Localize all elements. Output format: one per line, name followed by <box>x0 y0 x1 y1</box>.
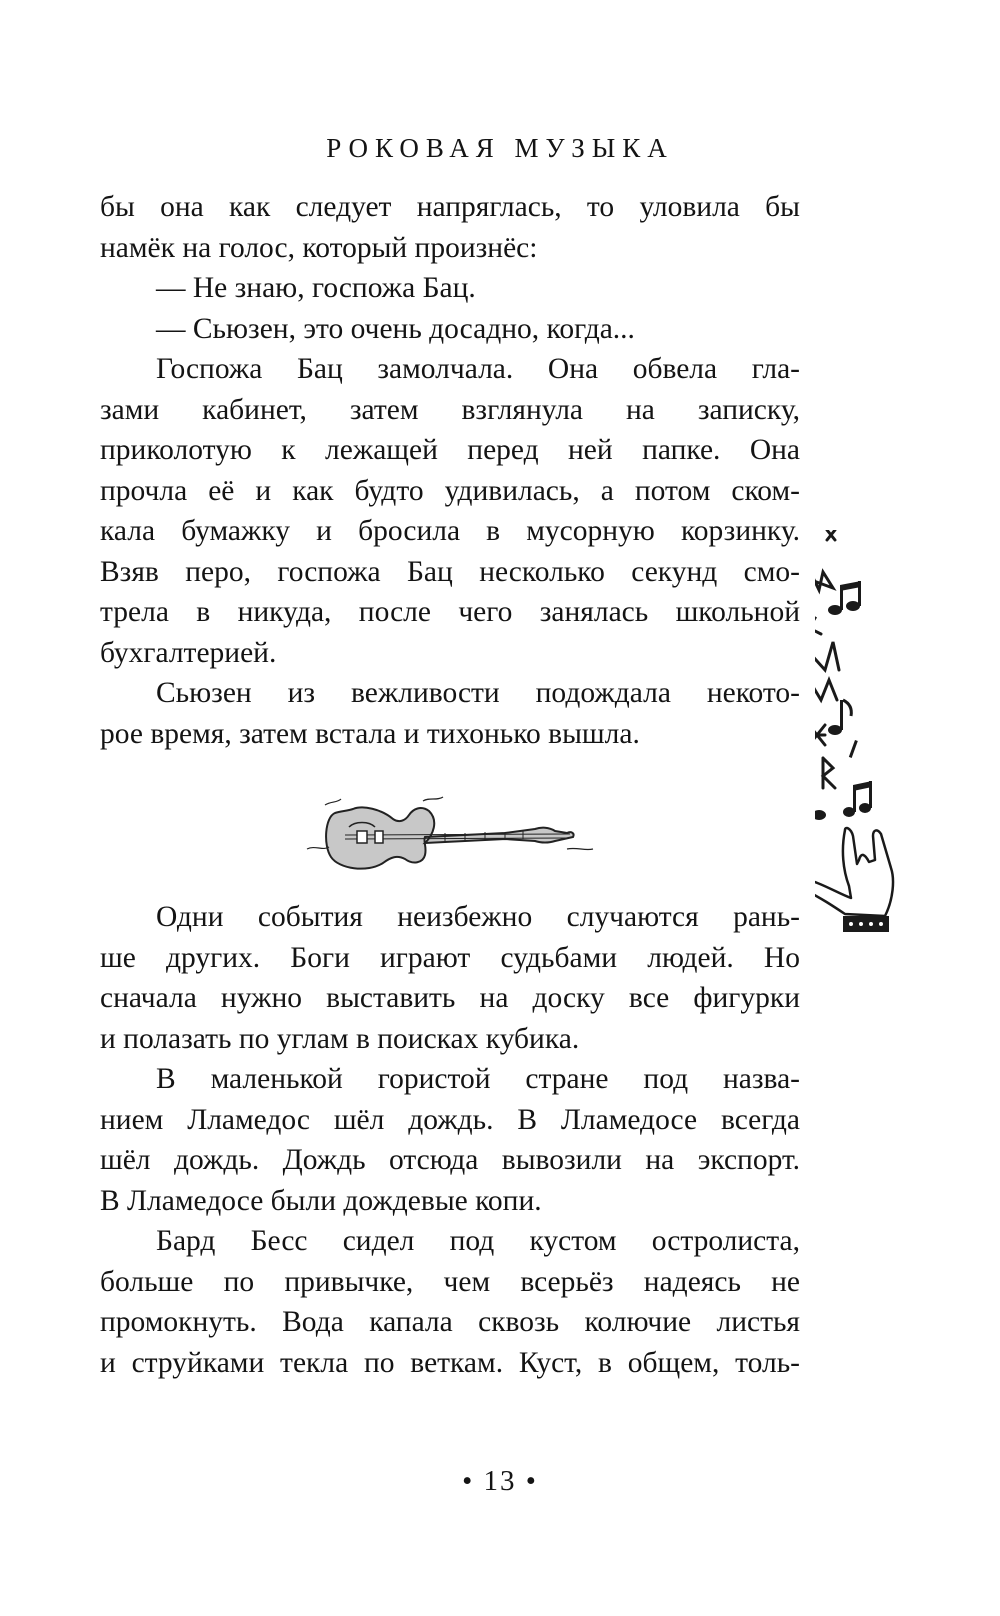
electric-guitar-icon <box>305 775 595 890</box>
page-number: • 13 • <box>462 1465 538 1497</box>
text-line: бы она как следует напряглась, то уловила бы <box>100 191 800 223</box>
text-line: Одни события неизбежно случаются рань- <box>156 901 800 933</box>
text-line: рое время, затем встала и тихонько вышла. <box>100 717 640 750</box>
text-line: Госпожа Бац замолчала. Она обвела гла- <box>156 353 800 385</box>
text-line: приколотую к лежащей перед ней папке. Она <box>100 434 800 466</box>
text-line: намёк на голос, который произнёс: <box>100 231 538 264</box>
text-line: шёл дождь. Дождь отсюда вывозили на экспорт. <box>100 1144 800 1176</box>
text-line: В маленькой гористой стране под назва- <box>156 1063 800 1095</box>
text-block-lower <box>100 897 800 1383</box>
text-line: и струйками текла по веткам. Куст, в общем, толь- <box>100 1346 800 1379</box>
text-line: бухгалтерией. <box>100 636 277 669</box>
rune-music-notes-rock-hand-icon <box>815 530 915 960</box>
text-line: — Сьюзен, это очень досадно, когда... <box>156 312 635 345</box>
text-line: прочла её и как будто удивилась, а потом ском- <box>100 474 800 507</box>
text-line: В Лламедосе были дождевые копи. <box>100 1184 542 1217</box>
text-line: больше по привычке, чем всерьёз надеясь не <box>100 1265 800 1298</box>
text-line: кала бумажку и бросила в мусорную корзинку. <box>100 515 800 547</box>
text-line: зами кабинет, затем взглянула на записку, <box>100 393 800 426</box>
text-line: промокнуть. Вода капала сквозь колючие листья <box>100 1306 800 1338</box>
text-line: Сьюзен из вежливости подождала некото- <box>156 677 800 709</box>
text-line: ше других. Боги играют судьбами людей. Но <box>100 941 800 974</box>
text-block-upper <box>100 187 800 754</box>
text-line: нием Лламедос шёл дождь. В Лламедосе всегда <box>100 1103 800 1136</box>
text-line: и полазать по углам в поисках кубика. <box>100 1022 580 1055</box>
text-line: Бард Бесс сидел под кустом остролиста, <box>156 1225 800 1257</box>
text-line: Взяв перо, госпожа Бац несколько секунд смо- <box>100 555 800 588</box>
text-line: — Не знаю, госпожа Бац. <box>156 272 476 304</box>
running-head: РОКОВАЯ МУЗЫКА <box>326 133 674 163</box>
text-line: трела в никуда, после чего занялась школьной <box>100 596 800 628</box>
text-line: сначала нужно выставить на доску все фигурки <box>100 982 800 1014</box>
